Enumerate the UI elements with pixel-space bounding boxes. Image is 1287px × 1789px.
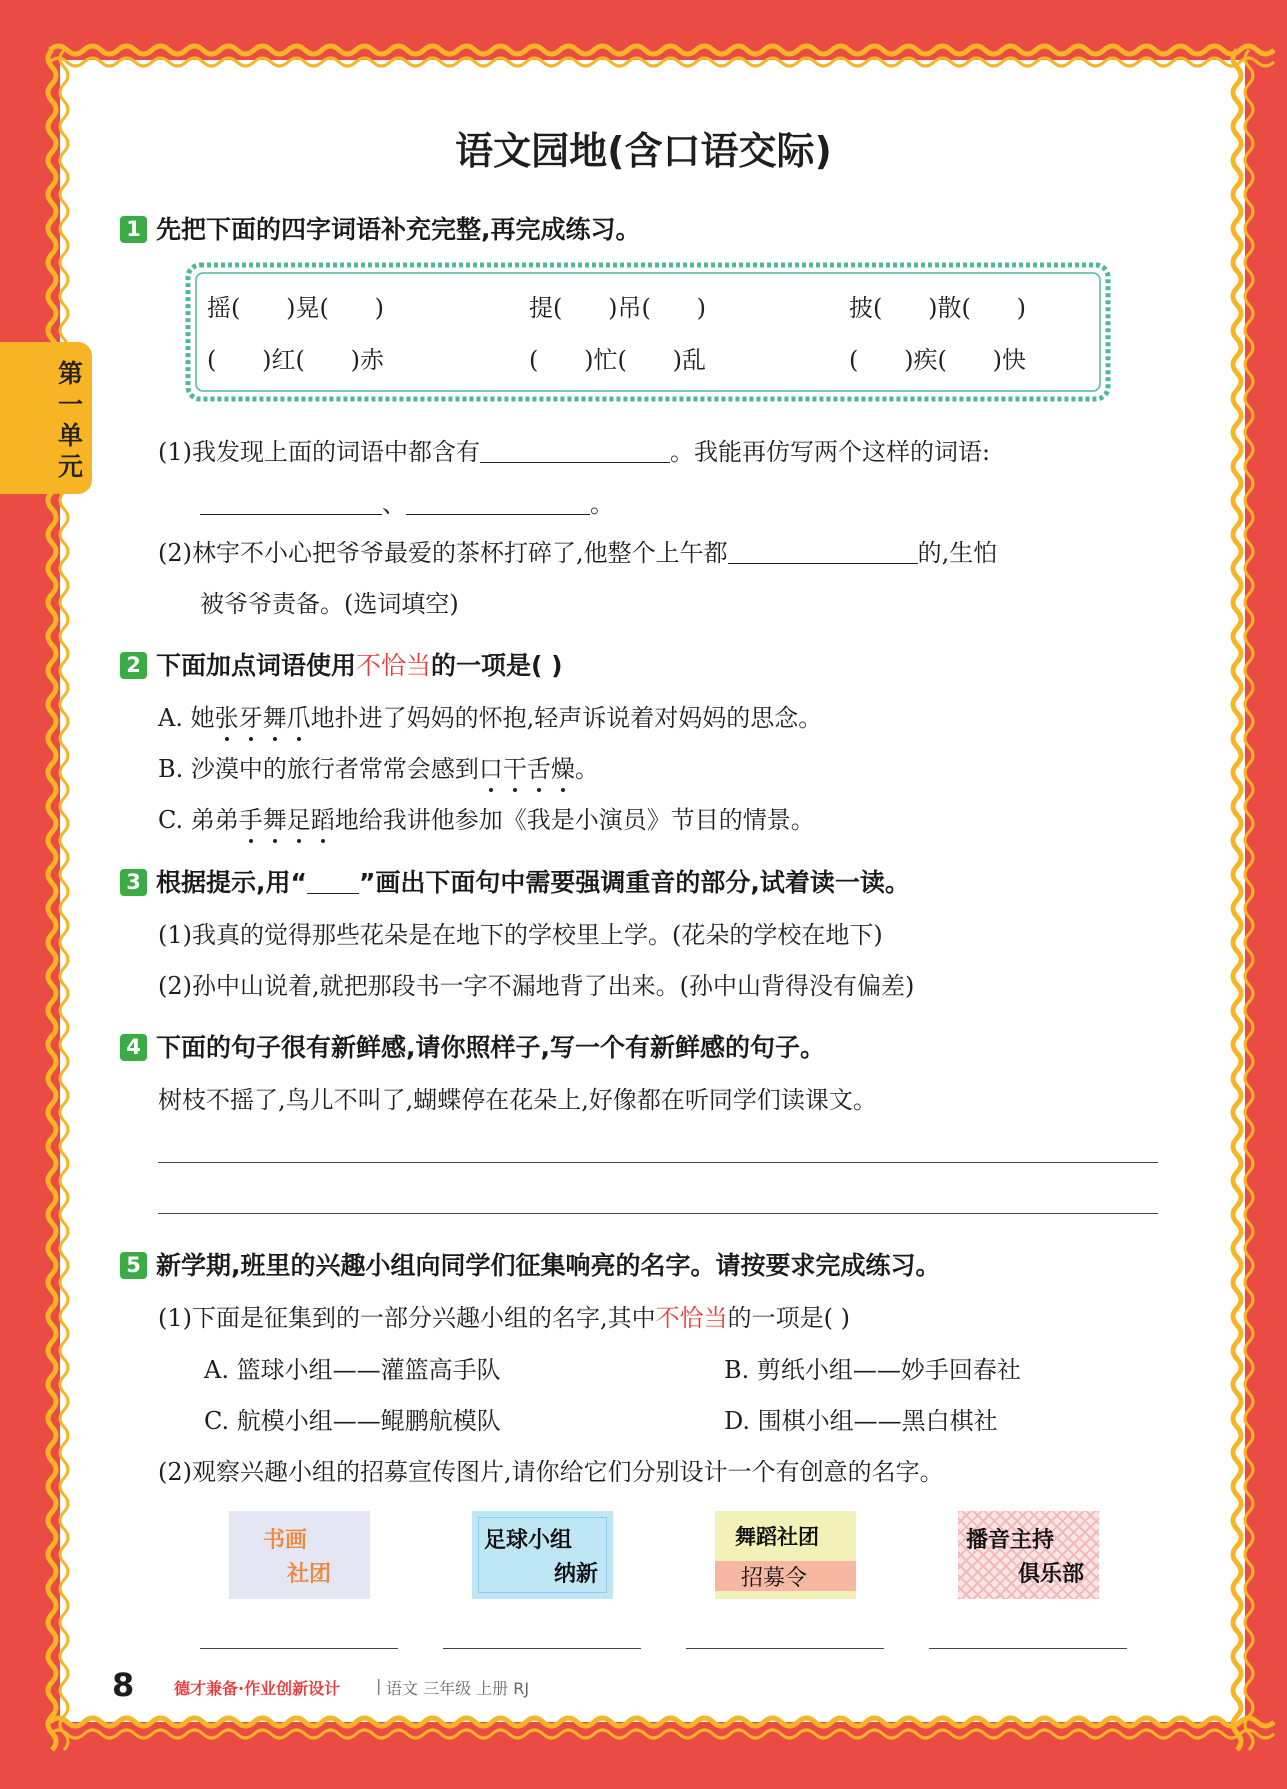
q1-word-4: ( )红( )赤 bbox=[207, 346, 384, 374]
q1-word-5: ( )忙( )乱 bbox=[529, 346, 706, 374]
q2-c-dotted-word bbox=[239, 806, 335, 834]
q5-option-d: D. 围棋小组——黑白棋社 bbox=[724, 1407, 998, 1435]
q1-sub1-blank-2[interactable] bbox=[200, 492, 382, 515]
q1-sub1-sep: 、 bbox=[382, 490, 406, 518]
q1-sub2-text-a: (2)林宇不小心把爷爷最爱的茶杯打碎了,他整个上午都 bbox=[158, 539, 728, 567]
wavy-border bbox=[48, 50, 56, 1750]
q5-option-c: C. 航模小组——鲲鹏航模队 bbox=[204, 1407, 501, 1435]
q2-a-post: 地扑进了妈妈的怀抱,轻声诉说着对妈妈的思念。 bbox=[310, 704, 823, 732]
tag-calligraphy-line2: 社团 bbox=[287, 1562, 332, 1587]
footer-separator: | bbox=[376, 1676, 382, 1695]
q3-sentence-2: (2)孙中山说着,就把那段书一字不漏地背了出来。(孙中山背得没有偏差) bbox=[158, 972, 915, 1000]
q1-word-1: 摇( )晃( ) bbox=[207, 294, 384, 322]
q1-sub2 bbox=[158, 533, 997, 568]
q3-heading bbox=[120, 863, 910, 899]
dotted-char: 燥 bbox=[550, 755, 575, 783]
q4-heading bbox=[120, 1028, 825, 1064]
q5-sub2: (2)观察兴趣小组的招募宣传图片,请你给它们分别设计一个有创意的名字。 bbox=[158, 1458, 944, 1486]
q3-number: 3 bbox=[120, 869, 147, 896]
q4-text: 下面的句子很有新鲜感,请你照样子,写一个有新鲜感的句子。 bbox=[156, 1033, 825, 1062]
q5-answer-line-2[interactable] bbox=[443, 1648, 641, 1649]
q1-word-box-border bbox=[185, 262, 1111, 402]
q1-word-2: 提( )吊( ) bbox=[529, 294, 706, 322]
q4-example: 树枝不摇了,鸟儿不叫了,蝴蝶停在花朵上,好像都在听同学们读课文。 bbox=[158, 1086, 877, 1114]
q2-a-pre: A. 她 bbox=[158, 704, 215, 732]
q1-sub1-text-a: (1)我发现上面的词语中都含有 bbox=[158, 438, 480, 466]
wavy-border bbox=[1245, 50, 1253, 1750]
q1-sub2-line2: 被爷爷责备。(选词填空) bbox=[200, 590, 459, 618]
dotted-char: 手 bbox=[238, 806, 263, 834]
q2-c-pre: C. 弟弟 bbox=[158, 806, 239, 834]
q2-number: 2 bbox=[120, 652, 147, 679]
page-title: 语文园地(含口语交际) bbox=[455, 129, 832, 173]
q3-sentence-1: (1)我真的觉得那些花朵是在地下的学校里上学。(花朵的学校在地下) bbox=[158, 921, 883, 949]
q1-word-3: 披( )散( ) bbox=[849, 294, 1026, 322]
tag-football-line1: 足球小组 bbox=[484, 1528, 573, 1553]
q1-sub1-end: 。 bbox=[590, 490, 614, 518]
q2-text-a: 下面加点词语使用 bbox=[156, 651, 357, 680]
q1-sub1-blank-3[interactable] bbox=[406, 492, 590, 515]
dotted-char: 舞 bbox=[262, 806, 287, 834]
q1-sub1 bbox=[158, 432, 990, 467]
wavy-border bbox=[1233, 50, 1241, 1750]
tag-dance-line2: 招募令 bbox=[741, 1566, 808, 1591]
wavy-border bbox=[50, 1730, 1274, 1738]
q5-text: 新学期,班里的兴趣小组向同学们征集响亮的名字。请按要求完成练习。 bbox=[156, 1251, 941, 1280]
tag-dance-line1: 舞蹈社团 bbox=[735, 1525, 819, 1549]
q2-b-post: 。 bbox=[574, 755, 599, 783]
q1-sub2-blank[interactable] bbox=[728, 541, 918, 564]
q2-b-dotted-word bbox=[479, 755, 575, 783]
footer-subject: 语文 三年级 上册 RJ bbox=[386, 1679, 530, 1698]
q1-number: 1 bbox=[120, 216, 147, 243]
q1-sub1-blank[interactable] bbox=[480, 440, 670, 463]
tag-calligraphy-club bbox=[229, 1511, 370, 1599]
q2-a-dotted-word bbox=[215, 704, 311, 732]
q1-text: 先把下面的四字词语补充完整,再完成练习。 bbox=[156, 215, 641, 244]
dotted-char: 爪 bbox=[286, 704, 311, 732]
q5-answer-line-1[interactable] bbox=[200, 1648, 398, 1649]
q1-sub1-line2 bbox=[200, 484, 614, 519]
q5-sub1-text-b: 的一项是( ) bbox=[727, 1304, 850, 1332]
unit-side-tab-label: 第一单元 bbox=[58, 359, 84, 481]
q2-heading bbox=[120, 646, 563, 682]
dotted-char: 干 bbox=[502, 755, 527, 783]
dotted-char: 舞 bbox=[262, 704, 287, 732]
q3-underline-sample bbox=[307, 871, 359, 894]
dotted-char: 足 bbox=[286, 806, 311, 834]
page-number: 8 bbox=[112, 1666, 135, 1704]
q4-answer-line-1[interactable] bbox=[158, 1162, 1158, 1163]
q3-text-b: ”画出下面句中需要强调重音的部分,试着读一读。 bbox=[358, 868, 910, 897]
tag-broadcast-club bbox=[958, 1511, 1099, 1599]
dotted-char: 蹈 bbox=[310, 806, 335, 834]
q5-heading bbox=[120, 1246, 941, 1282]
q2-option-b bbox=[158, 749, 599, 784]
tag-broadcast-line2: 俱乐部 bbox=[1018, 1562, 1085, 1587]
q4-number: 4 bbox=[120, 1034, 147, 1061]
tag-football-group bbox=[472, 1511, 613, 1599]
dotted-char: 牙 bbox=[238, 704, 263, 732]
q5-sub1-text-a: (1)下面是征集到的一部分兴趣小组的名字,其中 bbox=[158, 1304, 656, 1332]
dotted-char: 张 bbox=[214, 704, 239, 732]
q2-text-b: 的一项是( ) bbox=[431, 651, 563, 680]
q5-sub1 bbox=[158, 1298, 850, 1333]
tag-dance-club bbox=[715, 1511, 856, 1599]
dotted-char: 口 bbox=[478, 755, 503, 783]
q3-text-a: 根据提示,用“ bbox=[156, 868, 307, 897]
q2-option-a bbox=[158, 698, 822, 733]
q1-word-box bbox=[185, 262, 1111, 402]
q4-answer-line-2[interactable] bbox=[158, 1213, 1158, 1214]
q1-heading bbox=[120, 210, 641, 246]
q5-answer-line-3[interactable] bbox=[686, 1648, 884, 1649]
q2-option-c bbox=[158, 800, 815, 835]
q1-sub1-text-b: 。我能再仿写两个这样的词语: bbox=[670, 438, 991, 466]
q5-answer-line-4[interactable] bbox=[929, 1648, 1127, 1649]
q5-option-b: B. 剪纸小组——妙手回春社 bbox=[724, 1356, 1021, 1384]
q1-word-6: ( )疾( )快 bbox=[849, 346, 1026, 374]
q1-sub2-text-b: 的,生怕 bbox=[917, 539, 998, 567]
q5-option-a: A. 篮球小组——灌篮高手队 bbox=[204, 1356, 501, 1384]
wavy-border bbox=[50, 46, 1274, 54]
q5-number: 5 bbox=[120, 1252, 147, 1279]
q2-c-post: 地给我讲他参加《我是小演员》节目的情景。 bbox=[334, 806, 815, 834]
q5-sub1-text-red: 不恰当 bbox=[655, 1304, 728, 1332]
footer-brand: 德才兼备·作业创新设计 bbox=[174, 1679, 341, 1698]
q2-b-pre: B. 沙漠中的旅行者常常会感到 bbox=[158, 755, 479, 783]
tag-calligraphy-line1: 书画 bbox=[263, 1528, 308, 1553]
tag-broadcast-line1: 播音主持 bbox=[966, 1528, 1055, 1553]
q2-text-red: 不恰当 bbox=[356, 651, 432, 680]
dotted-char: 舌 bbox=[526, 755, 551, 783]
tag-football-line2: 纳新 bbox=[554, 1562, 599, 1587]
